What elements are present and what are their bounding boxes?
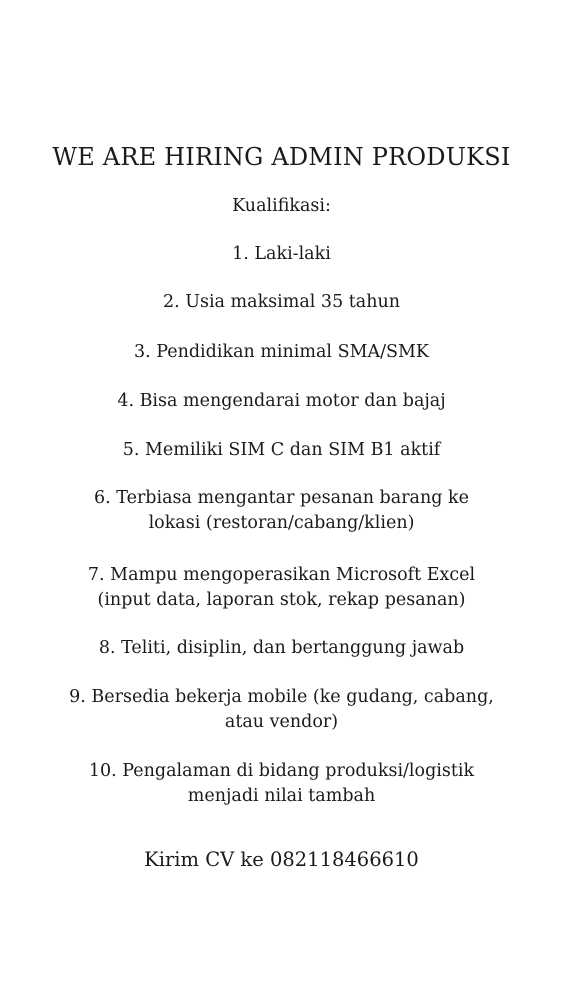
page-title: WE ARE HIRING ADMIN PRODUKSI <box>52 143 511 171</box>
requirement-line: 9. Bersedia bekerja mobile (ke gudang, cabang, <box>69 687 494 707</box>
requirement-line-continued: atau vendor) <box>224 712 339 732</box>
requirement-line: 8. Teliti, disiplin, dan bertanggung jawab <box>98 638 465 658</box>
qualifications-heading: Kualifikasi: <box>232 196 331 216</box>
requirement-line: 3. Pendidikan minimal SMA/SMK <box>133 342 429 362</box>
requirement-line: 1. Laki-laki <box>232 244 331 264</box>
requirement-line: 6. Terbiasa mengantar pesanan barang ke <box>94 488 469 508</box>
requirement-line: 7. Mampu mengoperasikan Microsoft Excel <box>87 565 476 585</box>
requirement-line: 5. Memiliki SIM C dan SIM B1 aktif <box>122 440 441 460</box>
requirement-line: 10. Pengalaman di bidang produksi/logistik <box>88 761 475 781</box>
requirement-line-continued: lokasi (restoran/cabang/klien) <box>148 513 415 533</box>
requirement-line-continued: (input data, laporan stok, rekap pesanan) <box>97 590 466 610</box>
requirement-line-continued: menjadi nilai tambah <box>187 786 376 806</box>
requirement-line: 4. Bisa mengendarai motor dan bajaj <box>117 391 446 411</box>
contact-line: Kirim CV ke 082118466610 <box>144 848 419 871</box>
requirement-line: 2. Usia maksimal 35 tahun <box>162 292 401 312</box>
